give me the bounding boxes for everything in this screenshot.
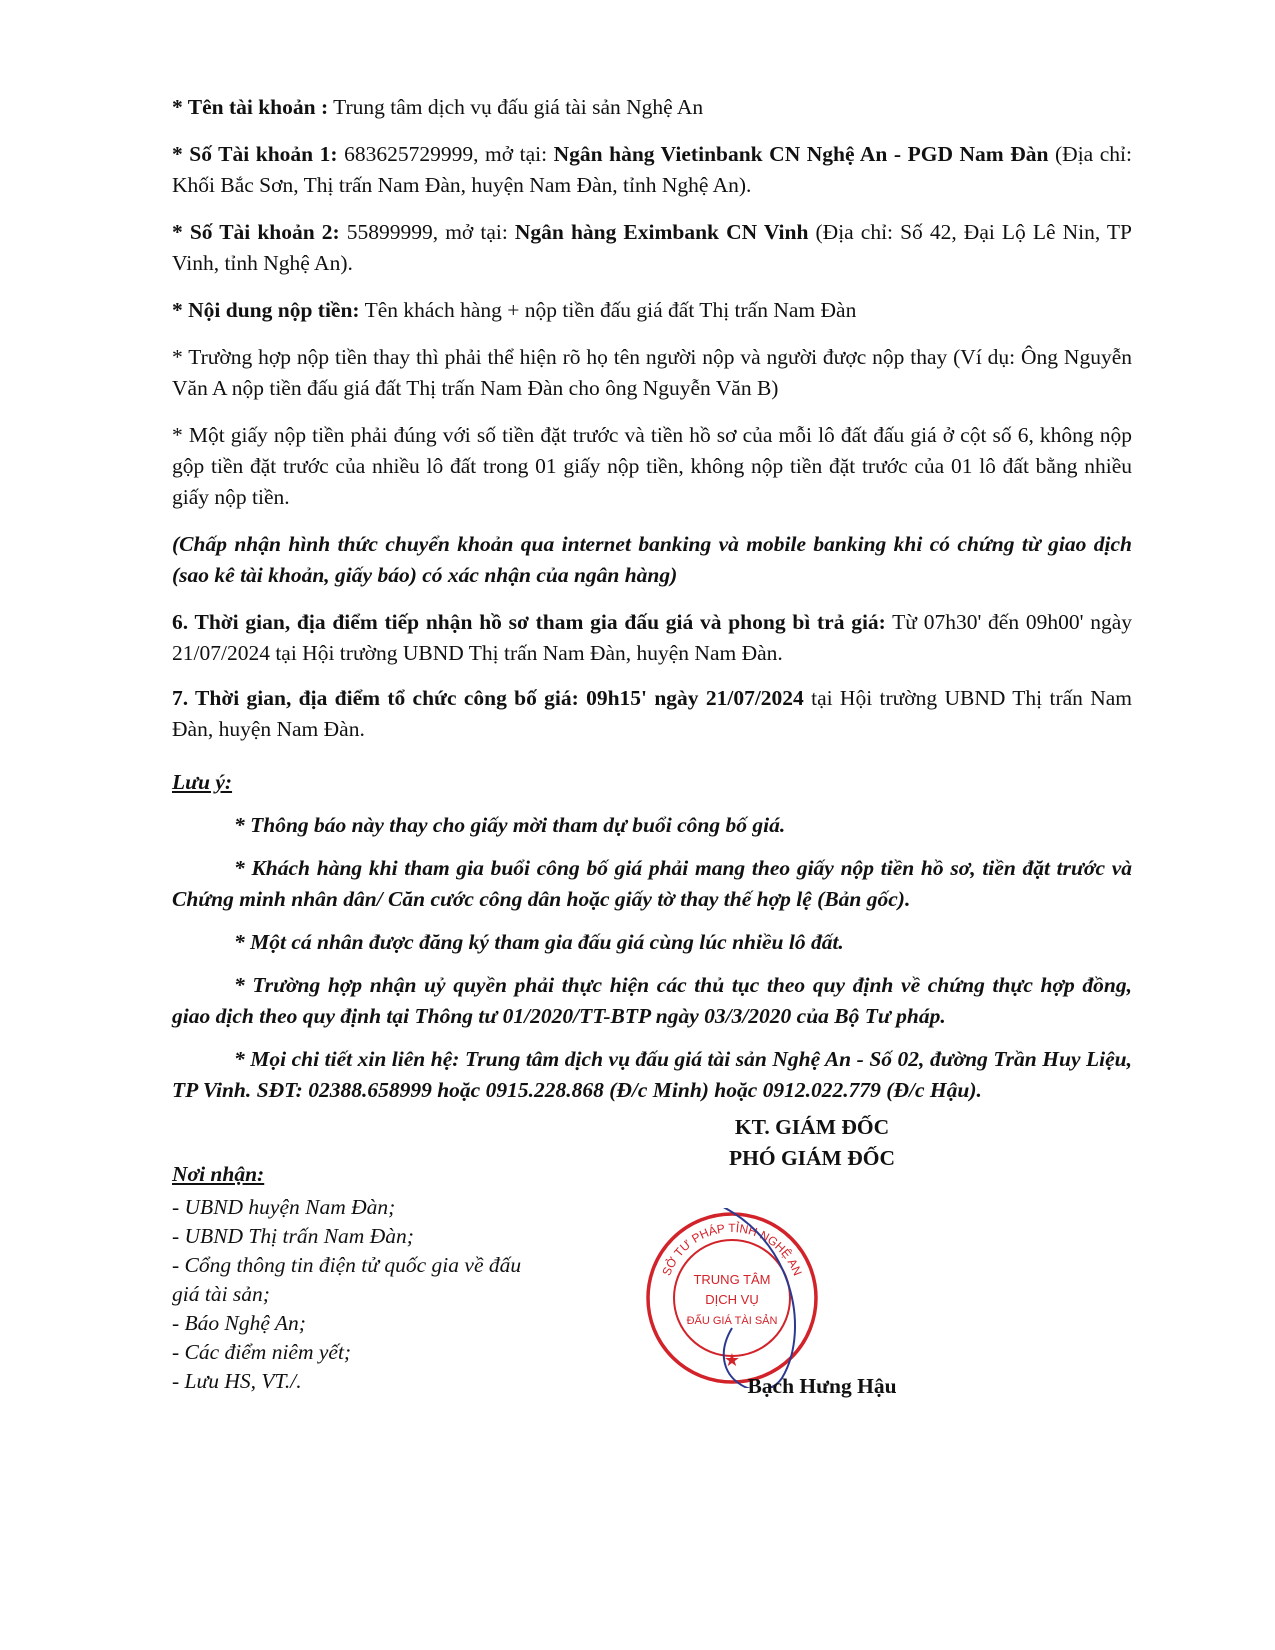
- payment-content: [172, 295, 1132, 326]
- payment-content-label: * Nội dung nộp tiền:: [172, 298, 360, 322]
- account-2-address: (Địa chỉ: Số 42, Đại Lộ Lê Nin, TP Vinh, tỉnh Nghệ An).: [172, 220, 1132, 275]
- recipients: [172, 1160, 552, 1396]
- stamp-text-line: DỊCH VỤ: [705, 1292, 759, 1307]
- recipient-item: - Báo Nghệ An;: [172, 1311, 306, 1335]
- recipient-item: - Các điểm niêm yết;: [172, 1340, 352, 1364]
- section-7: [172, 683, 1132, 745]
- signature-title-1: KT. GIÁM ĐỐC: [734, 1115, 890, 1139]
- recipient-item: - UBND huyện Nam Đàn;: [172, 1195, 396, 1219]
- account-name: [172, 92, 1132, 123]
- account-2: [172, 217, 1132, 279]
- account-1: [172, 139, 1132, 201]
- section-7-label: 7. Thời gian, địa điểm tổ chức công bố giá: 09h15' ngày 21/07/2024: [172, 686, 804, 710]
- recipients-title: Nơi nhận:: [172, 1162, 265, 1186]
- payment-content-value: Tên khách hàng + nộp tiền đấu giá đất Thị trấn Nam Đàn: [359, 298, 857, 322]
- account-1-address: (Địa chỉ: Khối Bắc Sơn, Thị trấn Nam Đàn, huyện Nam Đàn, tỉnh Nghệ An).: [172, 142, 1132, 197]
- official-stamp: [642, 1208, 822, 1388]
- account-2-label: * Số Tài khoản 2:: [172, 220, 340, 244]
- one-slip-paragraph: * Một giấy nộp tiền phải đúng với số tiền đặt trước và tiền hồ sơ của mỗi lô đất đấu giá ở cột số 6, không nộp gộp tiền đặt trước của nhiều lô đất trong 01 giấy nộp tiền, không nộp tiền đặt trước của 01 lô đất bằng nhiều giấy nộp tiền.: [172, 423, 1132, 509]
- signer-name: Bạch Hưng Hậu: [747, 1374, 897, 1398]
- stamp-ring-text-path: SỞ TƯ PHÁP TỈNH NGHỆ AN: [659, 1220, 805, 1278]
- account-2-number: 55899999, mở tại:: [339, 220, 515, 244]
- section-6: [172, 607, 1132, 669]
- notes-title: Lưu ý:: [172, 770, 233, 794]
- signature-title-2: PHÓ GIÁM ĐỐC: [728, 1146, 896, 1170]
- recipient-item: - Lưu HS, VT./.: [172, 1369, 302, 1393]
- note-5: * Mọi chi tiết xin liên hệ: Trung tâm dịch vụ đấu giá tài sản Nghệ An - Số 02, đường Trần Huy Liệu, TP Vinh. SĐT: 02388.658999 hoặc 0915.228.868 (Đ/c Minh) hoặc 0912.022.779 (Đ/c Hậu).: [172, 1047, 1132, 1102]
- document-body: [172, 92, 1132, 1118]
- note-3: * Một cá nhân được đăng ký tham gia đấu giá cùng lúc nhiều lô đất.: [234, 930, 844, 954]
- note-2: * Khách hàng khi tham gia buổi công bố giá phải mang theo giấy nộp tiền hồ sơ, tiền đặt trước và Chứng minh nhân dân/ Căn cước công dân hoặc giấy tờ thay thế hợp lệ (Bản gốc).: [172, 856, 1132, 911]
- note-1: * Thông báo này thay cho giấy mời tham dự buổi công bố giá.: [234, 813, 786, 837]
- account-2-bank: Ngân hàng Eximbank CN Vinh: [514, 220, 809, 244]
- recipient-item: - UBND Thị trấn Nam Đàn;: [172, 1224, 414, 1248]
- stamp-star-icon: ★: [723, 1350, 741, 1370]
- transfer-paragraph: (Chấp nhận hình thức chuyển khoản qua internet banking và mobile banking khi có chứng từ giao dịch (sao kê tài khoản, giấy báo) có xác nhận của ngân hàng): [172, 532, 1132, 587]
- section-7-value: tại Hội trường UBND Thị trấn Nam Đàn, huyện Nam Đàn.: [172, 686, 1132, 741]
- account-1-number: 683625729999, mở tại:: [337, 142, 554, 166]
- recipient-item: - Cổng thông tin điện tử quốc gia về đấu giá tài sản;: [172, 1253, 522, 1306]
- section-6-label: 6. Thời gian, địa điểm tiếp nhận hồ sơ tham gia đấu giá và phong bì trả giá:: [172, 610, 886, 634]
- signature-block: [662, 1112, 962, 1174]
- note-4: * Trường hợp nhận uỷ quyền phải thực hiện các thủ tục theo quy định về chứng thực hợp đồng, giao dịch theo quy định tại Thông tư 01/2020/TT-BTP ngày 03/3/2020 của Bộ Tư pháp.: [172, 973, 1132, 1028]
- section-6-value: Từ 07h30' đến 09h00' ngày 21/07/2024 tại Hội trường UBND Thị trấn Nam Đàn, huyện Nam Đàn.: [172, 610, 1132, 665]
- account-name-label: * Tên tài khoản :: [172, 95, 329, 119]
- proxy-paragraph: * Trường hợp nộp tiền thay thì phải thể hiện rõ họ tên người nộp và người được nộp thay (Ví dụ: Ông Nguyễn Văn A nộp tiền đấu giá đất Thị trấn Nam Đàn cho ông Nguyễn Văn B): [172, 345, 1132, 400]
- stamp-text-line: ĐẤU GIÁ TÀI SẢN: [686, 1315, 778, 1327]
- footer-block: [172, 1112, 1132, 1412]
- stamp-text-line: TRUNG TÂM: [693, 1272, 771, 1287]
- account-1-bank: Ngân hàng Vietinbank CN Nghệ An - PGD Nam Đàn: [553, 142, 1049, 166]
- account-1-label: * Số Tài khoản 1:: [172, 142, 338, 166]
- account-name-value: Trung tâm dịch vụ đấu giá tài sản Nghệ An: [328, 95, 704, 119]
